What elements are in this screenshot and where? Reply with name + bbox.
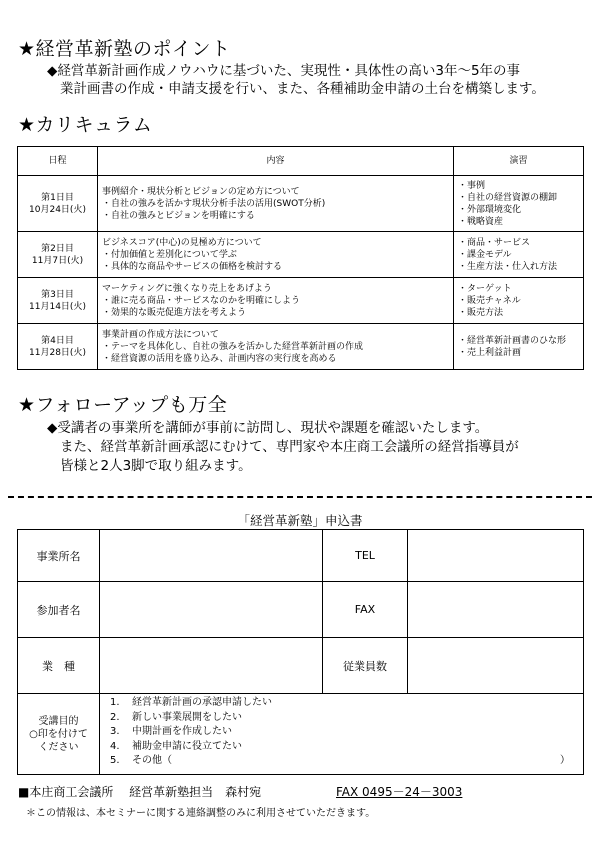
content-item: ・テーマを具体化し、自社の強みを活かした経営革新計画の作成 (102, 341, 364, 352)
purpose-options (100, 694, 584, 775)
form-row (18, 582, 584, 638)
date-label: 11月14日(火) (29, 301, 86, 312)
content-item: ・付加価値と差別化について学ぶ (102, 249, 237, 260)
application-form (17, 529, 584, 775)
curriculum-header-row (18, 147, 584, 176)
purpose-label-line: ○印を付けて (29, 728, 88, 740)
content-cell (98, 176, 454, 232)
exercise-cell (454, 232, 584, 278)
content-cell (98, 324, 454, 370)
exercise-item: ・販売チャネル (458, 295, 521, 306)
content-title: マーケティングに強くなり売上をあげよう (102, 283, 272, 294)
schedule-cell (18, 232, 98, 278)
curriculum-row (18, 176, 584, 232)
industry-field[interactable] (100, 638, 323, 694)
curriculum-table (17, 146, 584, 370)
purpose-label-line: 受講目的 (38, 715, 79, 727)
header-content: 内容 (98, 147, 454, 176)
footer-note: ＊この情報は、本セミナーに関する連絡調整のみに利用させていただきます。 (26, 808, 376, 819)
content-item: ・自社の強みとビジョンを明確にする (102, 210, 255, 221)
exercise-item: ・経営革新計画書のひな形 (458, 335, 567, 346)
purpose-option[interactable]: 1. 経営革新計画の承認申請したい (110, 697, 272, 708)
points-heading: ★経営革新塾のポイント (18, 38, 231, 60)
content-title: 事業計画の作成方法について (102, 329, 219, 340)
follow-up-text-line-1: ◆受講者の事業所を講師が事前に訪問し、現状や課題を確認いたします。 (47, 420, 489, 436)
content-item: ・効果的な販売促進方法を考えよう (102, 307, 247, 318)
exercise-cell (454, 278, 584, 324)
points-text-line-1: ◆経営革新計画作成ノウハウに基づいた、実現性・具体性の高い3年〜5年の事 (47, 63, 521, 79)
purpose-option[interactable]: 4. 補助金申請に役立てたい (110, 740, 242, 752)
date-label: 10月24日(火) (29, 204, 86, 215)
other-close-paren: ） (560, 755, 570, 766)
day-label: 第3日目 (41, 289, 74, 300)
purpose-option-other[interactable]: 5. その他（ ） (110, 754, 570, 769)
exercise-cell (454, 324, 584, 370)
exercise-item: ・事例 (458, 180, 486, 191)
content-item: ・具体的な商品やサービスの価格を検討する (102, 261, 283, 272)
form-row (18, 638, 584, 694)
employees-label: 従業員数 (323, 638, 408, 694)
tel-field[interactable] (408, 530, 584, 582)
content-item: ・自社の強みを活かす現状分析手法の活用(SWOT分析) (102, 198, 326, 209)
form-row (18, 530, 584, 582)
industry-label: 業 種 (18, 638, 100, 694)
day-label: 第4日目 (41, 335, 74, 346)
curriculum-row (18, 232, 584, 278)
date-label: 11月28日(火) (29, 347, 86, 358)
content-title: ビジネスコア(中心)の見極め方について (102, 237, 262, 248)
form-row (18, 694, 584, 775)
header-schedule: 日程 (18, 147, 98, 176)
date-label: 11月7日(火) (31, 255, 84, 266)
business-name-label: 事業所名 (18, 530, 100, 582)
curriculum-heading: ★カリキュラム (18, 114, 153, 136)
content-title: 事例紹介・現状分析とビジョンの定め方について (102, 186, 300, 197)
points-text-line-2: 業計画書の作成・申請支援を行い、また、各種補助金申請の土台を構築します。 (60, 81, 545, 97)
business-name-field[interactable] (100, 530, 323, 582)
exercise-item: ・戦略資産 (458, 216, 504, 227)
cut-line (8, 496, 592, 498)
purpose-option[interactable]: 2. 新しい事業展開をしたい (110, 711, 242, 723)
content-cell (98, 278, 454, 324)
purpose-label-line: ください (38, 741, 79, 753)
follow-up-heading: ★フォローアップも万全 (18, 394, 228, 416)
content-item: ・経営資源の活用を盛り込み、計画内容の実行度を高める (102, 353, 337, 364)
follow-up-text-line-2: また、経営革新計画承認にむけて、専門家や本庄商工会議所の経営指導員が (60, 439, 519, 455)
exercise-item: ・課金モデル (458, 249, 512, 260)
participant-label: 参加者名 (18, 582, 100, 638)
exercise-item: ・自社の経営資源の棚卸 (458, 192, 558, 203)
follow-up-text-line-3: 皆様と2人3脚で取り組みます。 (60, 458, 252, 474)
exercise-item: ・ターゲット (458, 283, 512, 294)
exercise-cell (454, 176, 584, 232)
curriculum-row (18, 278, 584, 324)
employees-field[interactable] (408, 638, 584, 694)
fax-field[interactable] (408, 582, 584, 638)
curriculum-row (18, 324, 584, 370)
schedule-cell (18, 176, 98, 232)
footer-organization: ■本庄商工会議所 経営革新塾担当 森村宛 (18, 785, 262, 799)
exercise-item: ・外部環境変化 (458, 204, 522, 215)
tel-label: TEL (323, 530, 408, 582)
purpose-option[interactable]: 3. 中期計画を作成したい (110, 726, 232, 737)
content-item: ・誰に売る商品・サービスなのかを明確にしよう (102, 295, 301, 306)
header-exercise: 演習 (454, 147, 584, 176)
content-cell (98, 232, 454, 278)
day-label: 第1日目 (41, 192, 74, 203)
participant-field[interactable] (100, 582, 323, 638)
exercise-item: ・売上利益計画 (458, 347, 522, 358)
exercise-item: ・販売方法 (458, 307, 504, 318)
fax-label: FAX (323, 582, 408, 638)
schedule-cell (18, 324, 98, 370)
purpose-label (18, 694, 100, 775)
footer-fax: FAX 0495－24－3003 (336, 785, 463, 799)
exercise-item: ・生産方法・仕入れ方法 (458, 261, 558, 272)
exercise-item: ・商品・サービス (458, 237, 531, 248)
day-label: 第2日目 (41, 243, 74, 254)
form-title: 「経営革新塾」申込書 (237, 513, 363, 528)
schedule-cell (18, 278, 98, 324)
